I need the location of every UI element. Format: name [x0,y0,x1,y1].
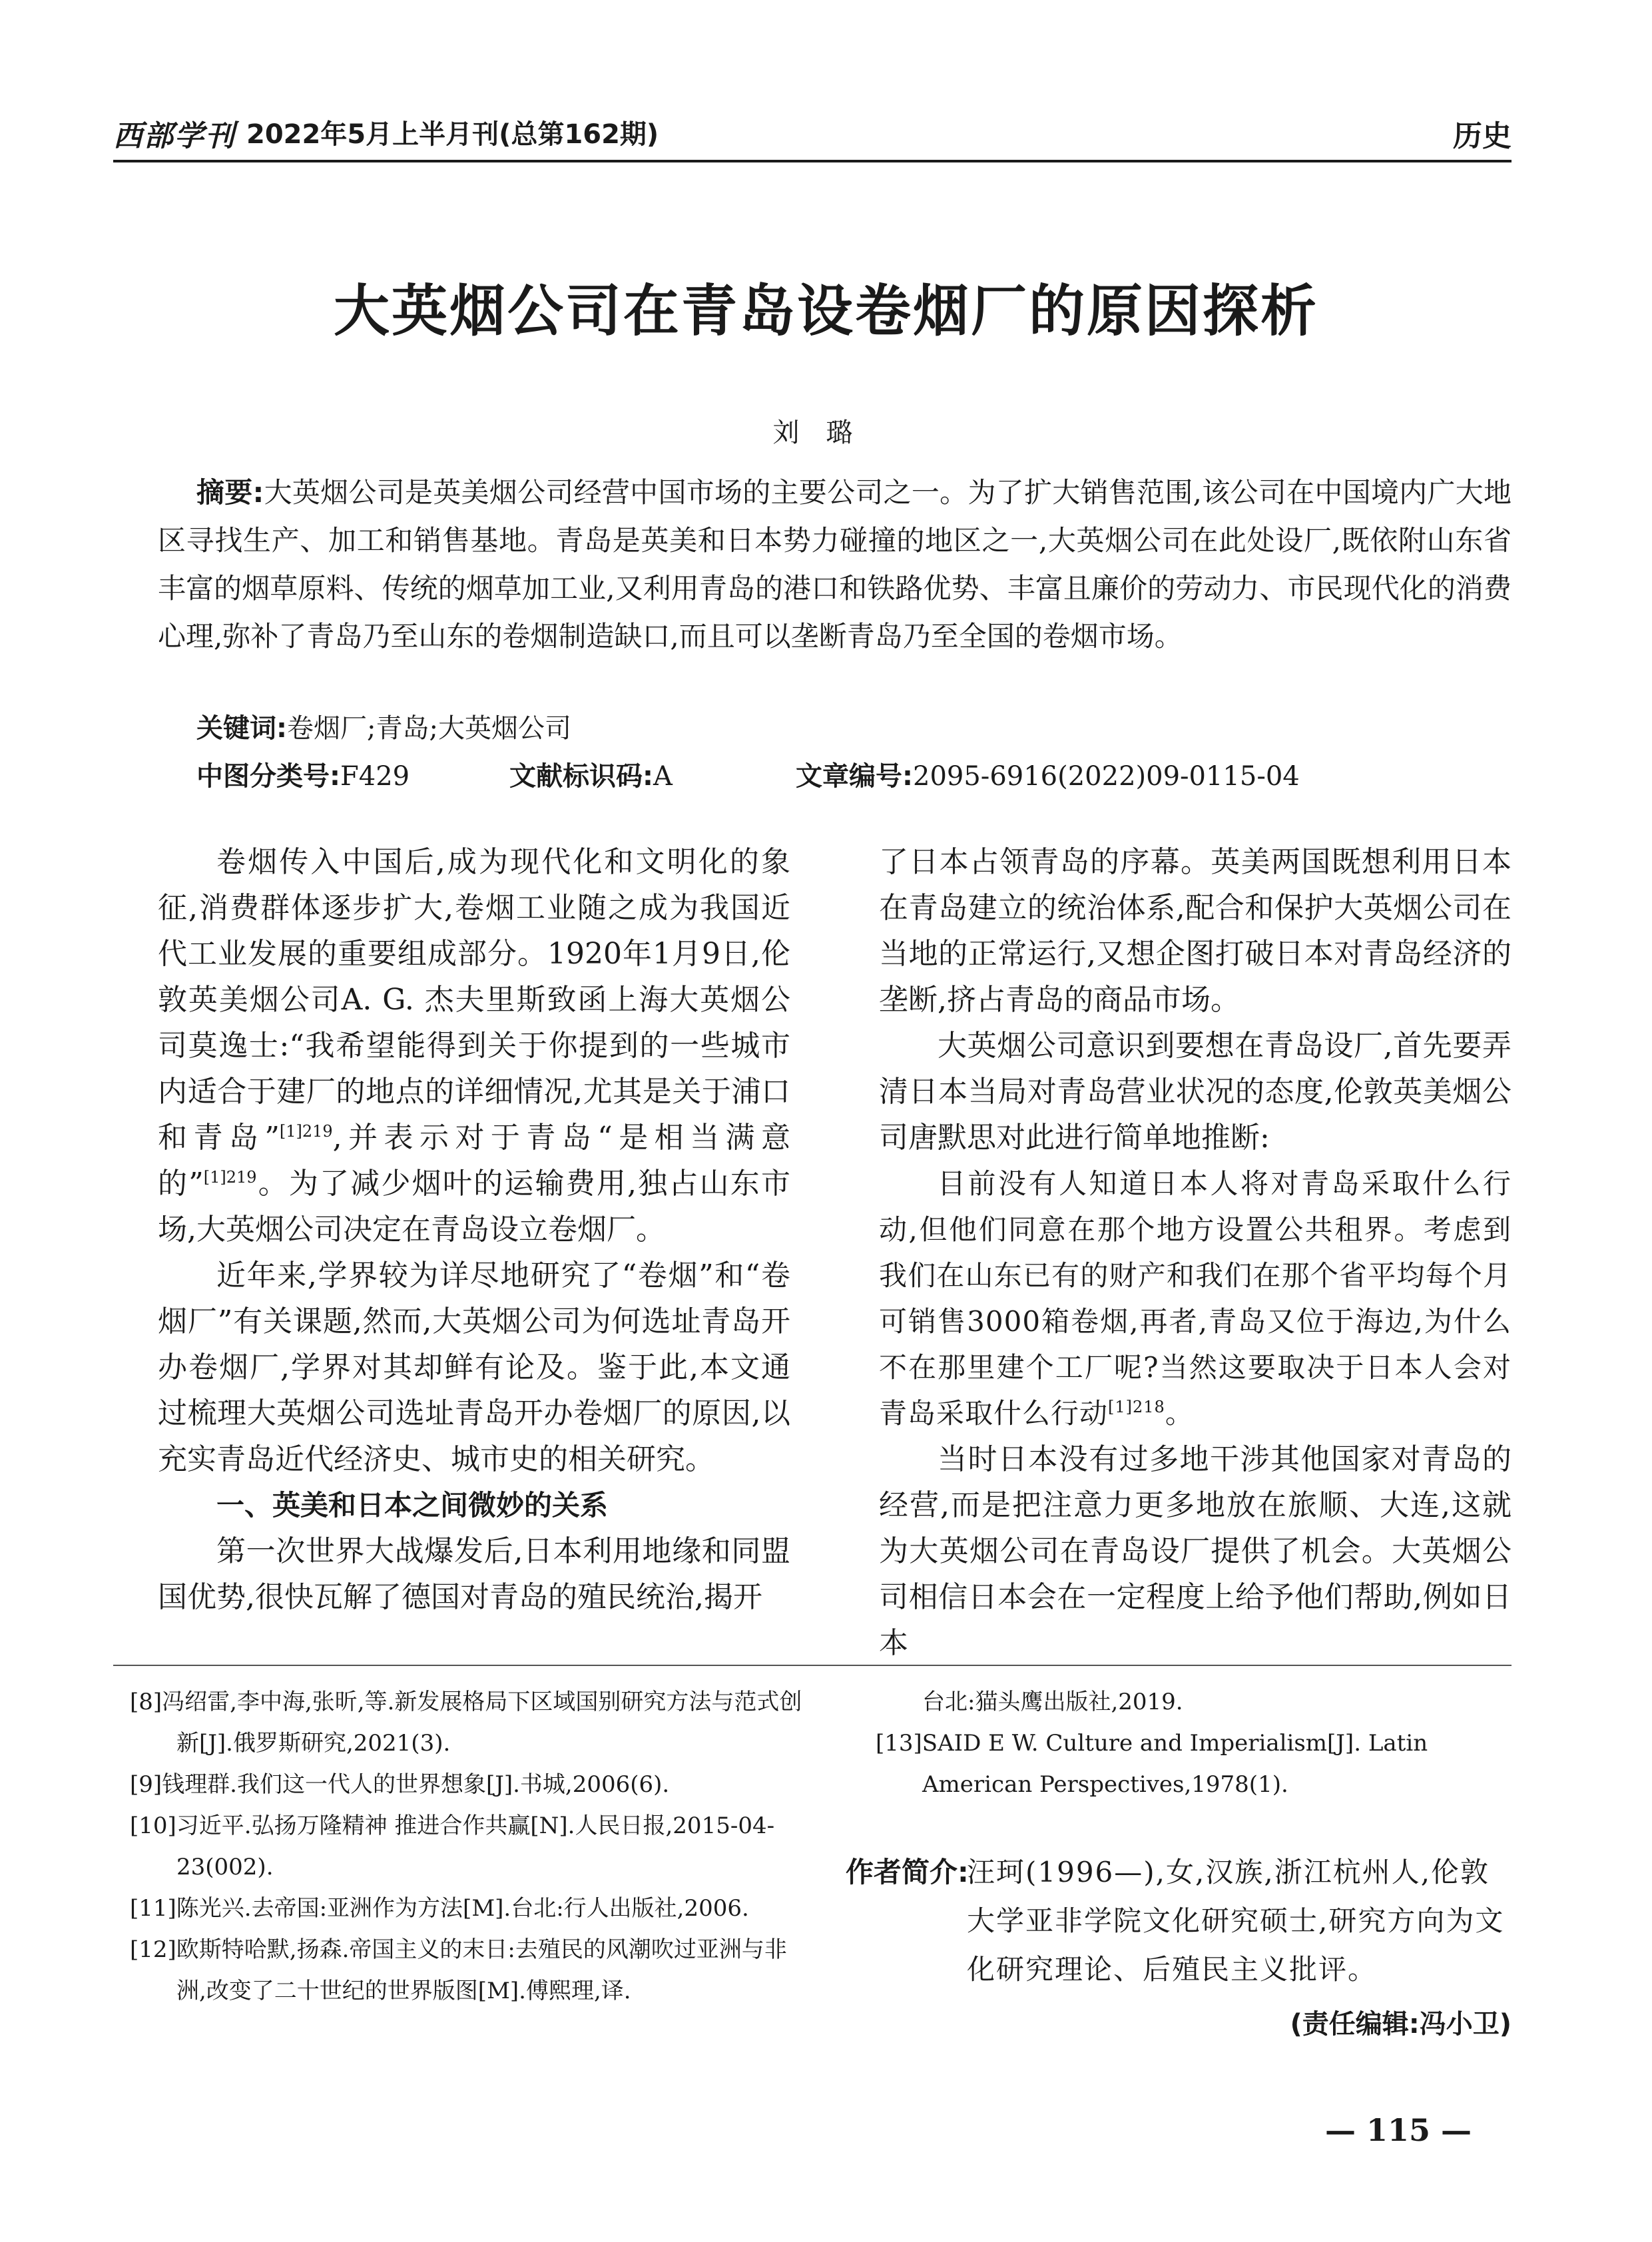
citation: [1]219 [203,1168,257,1187]
body-text: 。为了减少烟叶的运输费用,独占山东市场,大英烟公司决定在青岛设立卷烟厂。 [158,1167,790,1247]
quote-text: 目前没有人知道日本人将对青岛采取什么行动,但他们同意在那个地方设置公共租界。考虑到我们在山东已有的财产和我们在那个省平均每个月可销售3000箱卷烟,再者,青岛又位于海边,为什么不在那里建个工厂呢?当然这要取决于日本人会对青岛采取什么行动 [879,1167,1512,1430]
article-title: 大英烟公司在青岛设卷烟厂的原因探析 [333,278,1318,344]
bio-text: 汪珂(1996—),女,汉族,浙江杭州人,伦敦大学亚非学院文化研究硕士,研究方向为文化研究理论、后殖民主义批评。 [967,1856,1505,1986]
citation: [1]219 [279,1122,333,1141]
article-number-label: 文章编号: [796,761,913,792]
section-heading: 一、英美和日本之间微妙的关系 [216,1489,609,1522]
doc-code-value: A [653,761,673,792]
footnote-separator [113,1665,1512,1666]
author-bio [846,1848,1512,1994]
journal-logo: 西部学刊 [113,119,236,153]
section-name: 历史 [1453,119,1512,153]
body-column-right [879,839,1512,1666]
reference-item: [13]SAID E W. Culture and Imperialism[J]. Latin American Perspectives,1978(1). [876,1730,1428,1798]
quote-end: 。 [1165,1397,1194,1430]
article-number-value: 2095-6916(2022)09-0115-04 [913,761,1300,792]
body-paragraph: 了日本占领青岛的序幕。英美两国既想利用日本在青岛建立的统治体系,配合和保护大英烟公司在当地的正常运行,又想企图打破日本对青岛经济的垄断,挤占青岛的商品市场。 [879,845,1512,1017]
references-left [130,1681,809,2012]
header-rule [113,160,1512,162]
body-paragraph: 第一次世界大战爆发后,日本利用地缘和同盟国优势,很快瓦解了德国对青岛的殖民统治,揭开 [158,1534,790,1614]
clc-code [196,755,410,793]
keywords [196,707,571,745]
body-paragraph: 当时日本没有过多地干涉其他国家对青岛的经营,而是把注意力更多地放在旅顺、大连,这就为大英烟公司在青岛设厂提供了机会。大英烟公司相信日本会在一定程度上给予他们帮助,例如日本 [879,1442,1512,1660]
abstract-label: 摘要: [196,476,264,509]
article-author: 刘璐 [772,418,880,448]
body-paragraph: 大英烟公司意识到要想在青岛设厂,首先要弄清日本当局对青岛营业状况的态度,伦敦英美烟公司唐默思对此进行简单地推断: [879,1029,1512,1155]
abstract [158,469,1512,661]
abstract-text: 大英烟公司是英美烟公司经营中国市场的主要公司之一。为了扩大销售范围,该公司在中国境内广大地区寻找生产、加工和销售基地。青岛是英美和日本势力碰撞的地区之一,大英烟公司在此处设厂,既依附山东省丰富的烟草原料、传统的烟草加工业,又利用青岛的港口和铁路优势、丰富且廉价的劳动力、市民现代化的消费心理,弥补了青岛乃至山东的卷烟制造缺口,而且可以垄断青岛乃至全国的卷烟市场。 [158,476,1512,653]
body-column-left [158,839,790,1620]
block-quote [879,1161,1512,1436]
page-number: — 115 — [1325,2112,1472,2148]
running-header [113,112,1512,158]
reference-item: [11]陈光兴.去帝国:亚洲作为方法[M].台北:行人出版社,2006. [130,1895,749,1922]
reference-item: [10]习近平.弘扬万隆精神 推进合作共赢[N].人民日报,2015-04-23(002). [130,1813,775,1880]
references-right [876,1681,1512,1805]
citation: [1]218 [1108,1398,1165,1416]
body-paragraph: 近年来,学界较为详尽地研究了“卷烟”和“卷烟厂”有关课题,然而,大英烟公司为何选址青岛开办卷烟厂,学界对其却鲜有论及。鉴于此,本文通过梳理大英烟公司选址青岛开办卷烟厂的原因,以充实青岛近代经济史、城市史的相关研究。 [158,1259,790,1476]
clc-label: 中图分类号: [196,761,340,792]
body-text: 卷烟传入中国后,成为现代化和文明化的象征,消费群体逐步扩大,卷烟工业随之成为我国近代工业发展的重要组成部分。1920年1月9日,伦敦英美烟公司A. G. 杰夫里斯致函上海大英烟公司莫逸士:“我希望能得到关于你提到的一些城市内适合于建厂的地点的详细情况,尤其是关于浦口和青岛” [158,845,790,1155]
article-number [796,755,1300,793]
reference-item: [9]钱理群.我们这一代人的世界想象[J].书城,2006(6). [130,1771,670,1798]
reference-item: [8]冯绍雷,李中海,张昕,等.新发展格局下区域国别研究方法与范式创新[J].俄罗斯研究,2021(3). [130,1689,802,1757]
doc-code-label: 文献标识码: [509,761,653,792]
bio-label: 作者简介: [846,1856,969,1888]
clc-value: F429 [340,761,410,792]
body-text: ,并表示对于青岛“是相当满意的” [158,1121,791,1201]
keywords-label: 关键词: [196,713,287,744]
responsible-editor: (责任编辑:冯小卫) [1290,2009,1512,2040]
doc-code [509,755,673,793]
reference-continuation: 台北:猫头鹰出版社,2019. [922,1689,1183,1715]
reference-item: [12]欧斯特哈默,扬森.帝国主义的末日:去殖民的风潮吹过亚洲与非洲,改变了二十世纪的世界版图[M].傅熙理,译. [130,1936,787,2004]
keywords-text: 卷烟厂;青岛;大英烟公司 [287,713,571,744]
body-paragraph [158,839,790,1253]
issue-info: 2022年5月上半月刊(总第162期) [246,119,659,150]
